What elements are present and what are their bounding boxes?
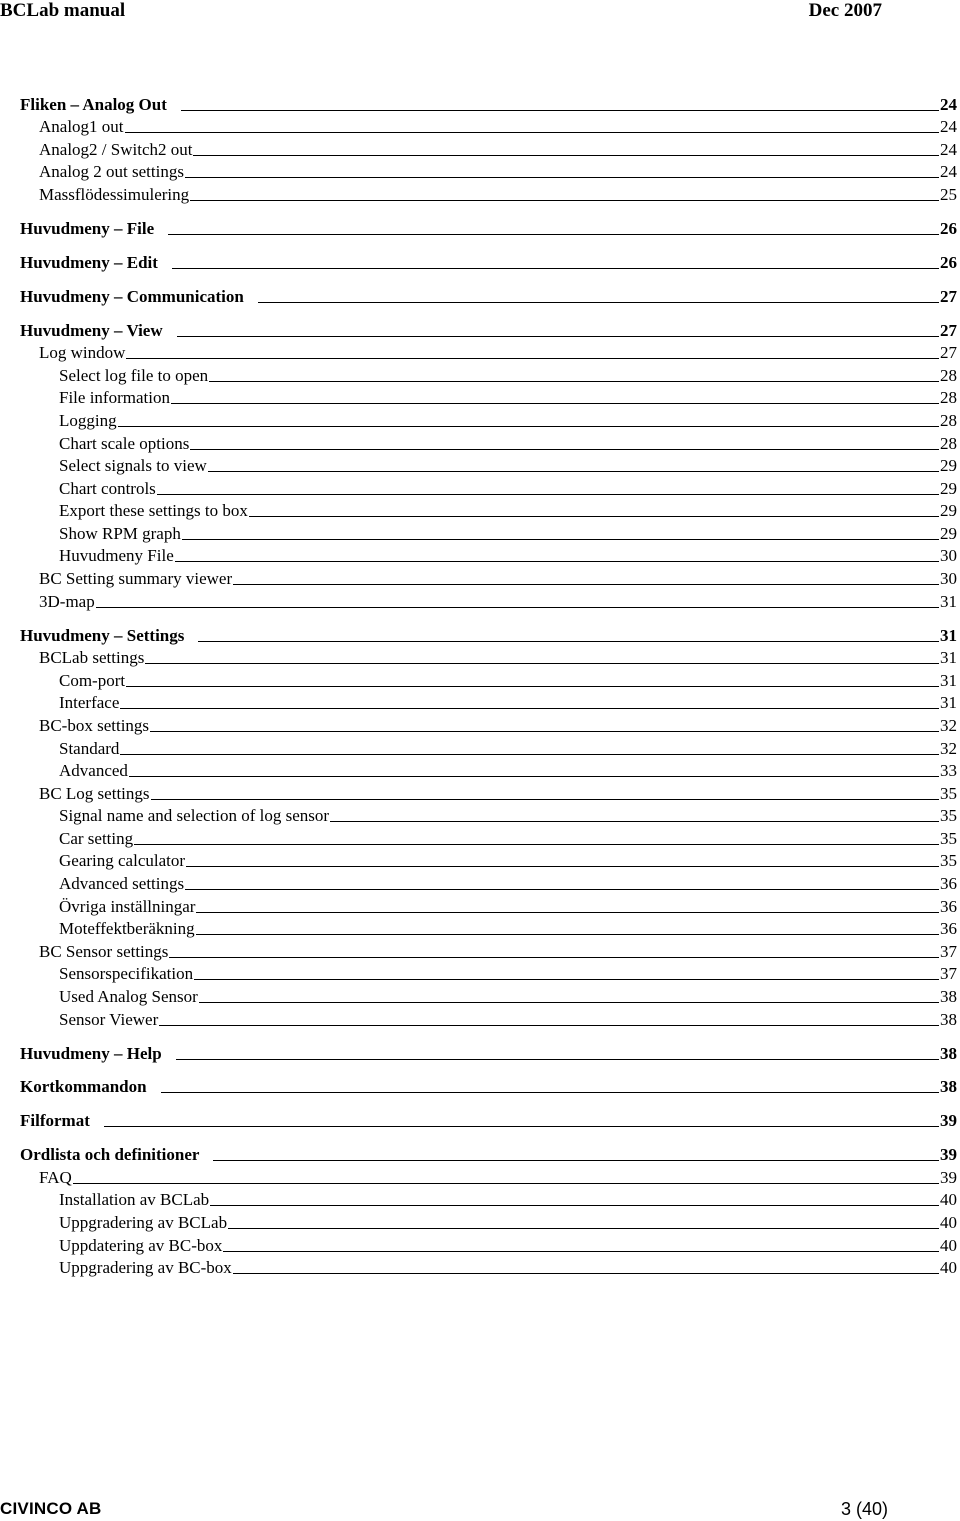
toc-leader-line [96,607,939,608]
toc-entry-page: 28 [940,410,957,430]
toc-entry-label: Analog2 / Switch2 out [39,139,193,159]
toc-entry-label: Logging [59,410,117,430]
toc-entry-page: 27 [940,343,957,363]
toc-entry-label: Kortkommandon [20,1077,147,1097]
toc-leader-line [169,957,939,958]
toc-leader-line [194,979,939,980]
toc-entry-label: Select log file to open [59,365,209,385]
toc-leader-line [233,584,939,585]
toc-entry-label: Export these settings to box [59,501,248,521]
toc-entry-page: 31 [940,591,957,611]
page-number: 3 (40) [840,1499,888,1519]
toc-entry[interactable] [20,759,957,782]
toc-leader-line [185,177,939,178]
toc-entry[interactable] [20,386,957,409]
toc-entry-page: 27 [940,320,957,340]
toc-leader-line [209,381,939,382]
toc-leader-line [177,336,939,337]
toc-leader-line [182,539,939,540]
toc-entry[interactable] [20,318,957,341]
toc-entry[interactable] [20,1075,957,1098]
toc-entry-label: Uppgradering av BCLab [59,1212,228,1232]
toc-entry[interactable] [20,668,957,691]
toc-entry-label: Installation av BCLab [59,1190,210,1210]
toc-leader-line [118,426,939,427]
toc-leader-line [171,403,939,404]
toc-entry-page: 32 [940,715,957,735]
toc-entry[interactable] [20,917,957,940]
toc-leader-line [210,1205,939,1206]
company-name: CIVINCO AB [0,1499,102,1518]
toc-entry[interactable] [20,216,957,239]
toc-entry-page: 39 [940,1145,957,1165]
toc-entry-label: Standard [59,738,120,758]
toc-leader-line [129,776,939,777]
toc-leader-line [213,1160,939,1161]
toc-leader-line [190,200,939,201]
toc-entry-label: Huvudmeny File [59,546,174,566]
toc-entry[interactable] [20,713,957,736]
toc-entry-label: BCLab settings [39,648,145,668]
toc-entry-page: 29 [940,456,957,476]
toc-entry[interactable] [20,284,957,307]
toc-entry-page: 25 [940,184,957,204]
toc-entry[interactable] [20,182,957,205]
toc-leader-line [233,1273,939,1274]
toc-leader-line [120,708,939,709]
toc-entry-page: 35 [940,851,957,871]
toc-entry[interactable] [20,476,957,499]
toc-entry-label: Huvudmeny – Help [20,1043,162,1063]
toc-leader-line [126,686,939,687]
toc-entry[interactable] [20,1256,957,1279]
toc-entry[interactable] [20,160,957,183]
toc-entry[interactable] [20,544,957,567]
toc-entry[interactable] [20,408,957,431]
toc-leader-line [168,234,939,235]
toc-entry-label: Log window [39,343,126,363]
toc-entry-page: 24 [940,162,957,182]
toc-leader-line [190,449,939,450]
toc-entry-page: 38 [940,1009,957,1029]
toc-entry-label: 3D-map [39,591,95,611]
toc-entry-page: 31 [940,693,957,713]
toc-leader-line [150,731,939,732]
toc-entry[interactable] [20,646,957,669]
toc-entry[interactable] [20,341,957,364]
toc-leader-line [172,268,939,269]
toc-leader-line [223,1251,939,1252]
toc-leader-line [145,663,939,664]
toc-entry[interactable] [20,984,957,1007]
toc-entry-page: 29 [940,501,957,521]
toc-entry[interactable] [20,1165,957,1188]
toc-leader-line [126,358,939,359]
toc-entry-label: Chart scale options [59,433,190,453]
toc-entry-label: Huvudmeny – View [20,320,163,340]
toc-entry-page: 38 [940,1043,957,1063]
toc-entry-page: 30 [940,546,957,566]
toc-entry-page: 31 [940,625,957,645]
toc-entry-label: Huvudmeny – Communication [20,286,244,306]
toc-entry-label: Massflödessimulering [39,184,190,204]
toc-entry-page: 36 [940,874,957,894]
toc-entry-label: Uppgradering av BC-box [59,1258,232,1278]
toc-entry[interactable] [20,363,957,386]
toc-entry-label: Övriga inställningar [59,896,196,916]
document-title: BCLab manual [0,0,126,21]
toc-entry-label: BC Sensor settings [39,941,169,961]
toc-entry-page: 29 [940,478,957,498]
toc-entry-page: 30 [940,569,957,589]
toc-entry-page: 29 [940,523,957,543]
toc-leader-line [193,155,939,156]
toc-entry-page: 39 [940,1111,957,1131]
table-of-contents [20,92,957,1278]
toc-leader-line [159,1025,939,1026]
toc-entry[interactable] [20,137,957,160]
toc-entry-label: Com-port [59,670,126,690]
toc-entry-page: 37 [940,941,957,961]
toc-entry-label: Huvudmeny – Settings [20,625,185,645]
toc-entry-label: Used Analog Sensor [59,987,198,1007]
toc-entry-label: Huvudmeny – Edit [20,252,158,272]
document-date: Dec 2007 [808,0,882,21]
toc-entry-page: 37 [940,964,957,984]
toc-entry-page: 28 [940,433,957,453]
toc-entry[interactable] [20,115,957,138]
toc-entry[interactable] [20,804,957,827]
toc-leader-line [196,934,939,935]
toc-entry-label: Moteffektberäkning [59,919,195,939]
toc-entry-label: Uppdatering av BC-box [59,1235,223,1255]
toc-entry-page: 39 [940,1167,957,1187]
toc-entry-page: 28 [940,388,957,408]
toc-leader-line [73,1183,939,1184]
toc-entry-label: Select signals to view [59,456,207,476]
toc-entry-page: 24 [940,117,957,137]
toc-entry-label: Sensorspecifikation [59,964,194,984]
toc-entry-page: 26 [940,218,957,238]
toc-entry-label: BC Log settings [39,783,150,803]
toc-leader-line [151,799,939,800]
toc-leader-line [198,641,939,642]
toc-leader-line [186,866,939,867]
toc-entry-page: 35 [940,806,957,826]
toc-entry[interactable] [20,781,957,804]
toc-entry-page: 40 [940,1190,957,1210]
toc-entry-label: Signal name and selection of log sensor [59,806,330,826]
toc-entry[interactable] [20,1041,957,1064]
page-header [0,0,960,24]
toc-entry[interactable] [20,736,957,759]
toc-entry-label: BC Setting summary viewer [39,569,233,589]
toc-entry-page: 33 [940,761,957,781]
toc-entry-label: Ordlista och definitioner [20,1145,200,1165]
toc-entry[interactable] [20,1007,957,1030]
toc-leader-line [199,1002,939,1003]
toc-leader-line [134,844,939,845]
toc-leader-line [208,471,939,472]
toc-entry[interactable] [20,894,957,917]
toc-entry-page: 28 [940,365,957,385]
toc-entry[interactable] [20,1210,957,1233]
toc-entry-label: Sensor Viewer [59,1009,159,1029]
toc-entry-page: 31 [940,648,957,668]
toc-entry-page: 32 [940,738,957,758]
toc-leader-line [120,754,939,755]
toc-entry[interactable] [20,1143,957,1166]
toc-leader-line [249,516,939,517]
toc-entry-page: 40 [940,1212,957,1232]
toc-entry-page: 35 [940,828,957,848]
toc-leader-line [175,561,939,562]
toc-leader-line [185,889,939,890]
toc-leader-line [181,110,939,111]
toc-entry[interactable] [20,962,957,985]
toc-entry-page: 26 [940,252,957,272]
toc-leader-line [104,1126,939,1127]
toc-entry-page: 24 [940,94,957,114]
toc-entry-page: 36 [940,896,957,916]
toc-entry-label: Chart controls [59,478,156,498]
page-footer [0,1498,960,1520]
toc-entry-page: 31 [940,670,957,690]
toc-entry-label: Interface [59,693,120,713]
toc-entry[interactable] [20,849,957,872]
toc-entry-label: Advanced settings [59,874,185,894]
toc-leader-line [258,302,939,303]
toc-leader-line [125,132,939,133]
toc-entry-page: 40 [940,1235,957,1255]
toc-entry-label: Analog1 out [39,117,124,137]
toc-leader-line [228,1228,939,1229]
toc-entry-page: 27 [940,286,957,306]
toc-entry[interactable] [20,521,957,544]
toc-entry[interactable] [20,1188,957,1211]
toc-entry[interactable] [20,623,957,646]
toc-entry-label: Huvudmeny – File [20,218,155,238]
toc-entry[interactable] [20,566,957,589]
toc-leader-line [176,1059,939,1060]
toc-entry[interactable] [20,1109,957,1132]
toc-entry[interactable] [20,871,957,894]
toc-entry-label: BC-box settings [39,715,150,735]
toc-entry[interactable] [20,589,957,612]
toc-entry-page: 40 [940,1258,957,1278]
toc-entry-label: Fliken – Analog Out [20,94,167,114]
toc-entry-label: Analog 2 out settings [39,162,184,182]
toc-entry-label: Show RPM graph [59,523,181,543]
toc-leader-line [157,494,939,495]
toc-entry[interactable] [20,1233,957,1256]
toc-entry[interactable] [20,691,957,714]
toc-entry-label: File information [59,388,170,408]
toc-entry-page: 36 [940,919,957,939]
toc-entry[interactable] [20,939,957,962]
toc-entry-label: FAQ [39,1167,72,1187]
toc-entry-page: 24 [940,139,957,159]
toc-entry[interactable] [20,431,957,454]
toc-leader-line [161,1092,939,1093]
toc-entry[interactable] [20,454,957,477]
toc-entry[interactable] [20,92,957,115]
toc-entry-page: 38 [940,1077,957,1097]
toc-entry-label: Advanced [59,761,128,781]
toc-entry-page: 38 [940,987,957,1007]
toc-entry[interactable] [20,499,957,522]
toc-entry[interactable] [20,826,957,849]
toc-entry-label: Car setting [59,828,134,848]
toc-entry-label: Filformat [20,1111,90,1131]
toc-entry[interactable] [20,250,957,273]
toc-leader-line [330,821,939,822]
toc-entry-page: 35 [940,783,957,803]
toc-leader-line [196,912,939,913]
toc-entry-label: Gearing calculator [59,851,186,871]
